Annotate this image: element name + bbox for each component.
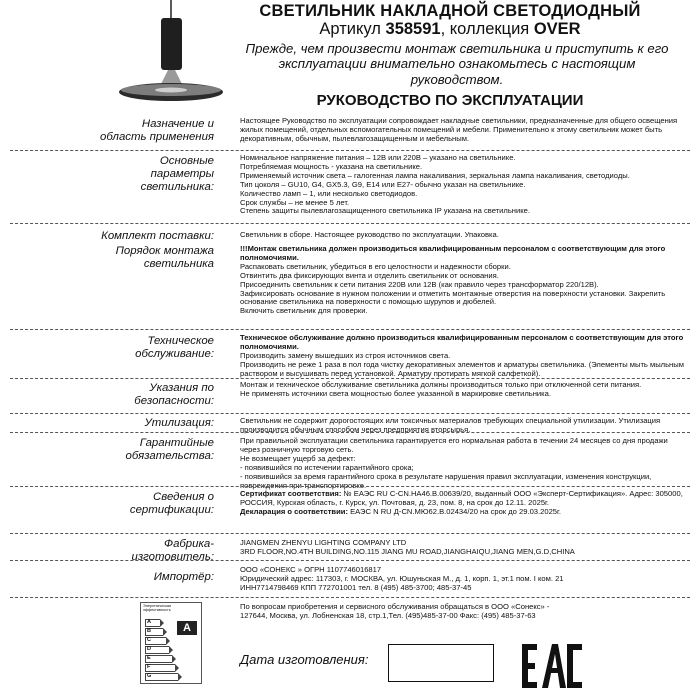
maintenance-text: Техническое обслуживание должно производиться квалифицированным персоналом с соответствующим для этого полномочиями. Производить замену вышедших из строя источников света. Производить не реже 1 раза в пол года чистку декоративных элементов и арматуры светильника. (Элементы мыть мыльным раствором и высушивать перед установкой. Арматуру протирать мягкой салфеткой). [240, 333, 684, 378]
article-number: 358591 [385, 20, 441, 38]
divider [10, 560, 690, 561]
maintenance-label: Техническое обслуживание: [135, 335, 214, 361]
params-text: Номинальное напряжение питания – 12В или 220В – указано на светильнике. Потребляемая мощность - указана на светильнике. Применяемый источник света – галогенная лампа накаливания, зеркальная лампа накаливания, светодиоды. Тип цоколя – GU10, G4, GX5.3, G9, E14 или E27- обычно указан на светильнике. Количество ламп – 1, или несколько светодиодов. Срок службы – не менее 5 лет. Степень защиты пылевлагозащищенного светильника IP указана на светильнике. [240, 153, 630, 216]
warranty-label: Гарантийные обязательства: [125, 437, 214, 463]
energy-efficiency-label: Энергетическая эффективность A B C D E F G A [140, 602, 202, 684]
product-title: СВЕТИЛЬНИК НАКЛАДНОЙ СВЕТОДИОДНЫЙ [259, 2, 641, 20]
energy-class-bar: C [145, 637, 166, 645]
purpose-label: Назначение и область применения [100, 118, 214, 144]
safety-label: Указания по безопасности: [134, 382, 214, 408]
importer-label: Импортёр: [153, 571, 214, 583]
energy-class-bar: B [145, 628, 163, 636]
manufacturer-label: Фабрика-изготовитель: [131, 538, 214, 564]
divider [10, 150, 690, 151]
kit-text: Светильник в сборе. Настоящее руководство по эксплуатации. Упаковка. [240, 230, 499, 239]
manufacture-date-box [388, 644, 494, 682]
divider [10, 597, 690, 598]
lamp-illustration [118, 0, 228, 110]
energy-rating: A [177, 621, 197, 635]
product-article: Артикул 358591, коллекция OVER [319, 20, 581, 38]
divider [10, 486, 690, 487]
kit-label: Комплект поставки: [101, 230, 214, 242]
manual-title: РУКОВОДСТВО ПО ЭКСПЛУАТАЦИИ [316, 92, 584, 109]
divider [10, 378, 690, 379]
energy-class-bar: D [145, 646, 169, 654]
purpose-text: Настоящее Руководство по эксплуатации сопровождает накладные светильники, предназначенные для общего освещения жилых помещений, отдельных вспомогательных помещений и мебели. Применительно к этому светильник может быть декоративным, обычным, пылевлагозащищенным и мебельным. [240, 116, 678, 143]
params-label: Основные параметры светильника: [140, 155, 214, 194]
energy-class-bar: A [145, 619, 160, 627]
intro-warning: Прежде, чем произвести монтаж светильника и приступить к его эксплуатации внимательно ознакомьтесь с настоящим руководством. [245, 41, 669, 87]
divider [10, 533, 690, 534]
divider [10, 223, 690, 224]
energy-class-bar: G [145, 673, 178, 681]
manufacturer-text: JIANGMEN ZHENYU LIGHTING COMPANY LTD 3RD FLOOR,NO.4TH BUILDING,NO.115 JIANG MU ROAD,JIANGHAIQU,JIANG MEN,G.D,CHINA [240, 538, 575, 556]
manufacture-date-label: Дата изготовления: [240, 652, 369, 667]
energy-class-bar: E [145, 655, 172, 663]
certification-text: Сертификат соответствия: № ЕАЭС RU С-CN.НА46.В.00639/20, выданный ООО «Эксперт-Сертификация». Адрес: 305000, РОССИЯ, Курская область, г. Курск, ул. Почтовая, д. 23, пом. 8, на срок до 12.11. 2025г. Декларация о соответствии: ЕАЭС N RU Д-CN.МЮ62.В.02434/20 на срок до 29.03.2025г. [240, 489, 683, 516]
eac-mark-icon [520, 640, 584, 692]
importer-text: ООО «СОНЕКС » ОГРН 1107746016817 Юридический адрес: 117303, г. МОСКВА, ул. Юшуньская М., д. 1, корп. 1, эт.1 пом. I ком. 21 ИНН7714798469 КПП 772701001 тел. 8 (495) 485-3700; 485-37-45 [240, 565, 564, 592]
disposal-label: Утилизация: [144, 417, 214, 429]
energy-class-bar: F [145, 664, 175, 672]
safety-text: Монтаж и техническое обслуживание светильника должны производиться только при отключенной сети питания. Не применять источники света мощностью более указанной в маркировке светильника. [240, 380, 642, 398]
divider [10, 432, 690, 433]
collection-name: OVER [533, 20, 581, 38]
warranty-text: При правильной эксплуатации светильника гарантируется его нормальная работа в течении 24 месяцев со дня продажи через розничную торговую сеть. Не возмещает ущерб за дефект: - появившийся по истечении гарантийного срока; - появившийся за время гарантийного срока в результате нарушения правил эксплуатации, изменения конструкции, повреждения при транспортировке. [240, 436, 668, 490]
divider [10, 413, 690, 414]
mounting-text: !!!Монтаж светильника должен производиться квалифицированным персоналом с соответствующим для этого полномочиями. Распаковать светильник, убедиться в его целостности и надежности сборки. Отвинтить два фиксирующих винта и отделить светильник от основания. Присоединить светильник к сети питания 220В или 12В (как правило через трансформатор 220/12В). Зафиксировать основание в нужном положении и отметить монтажные отверстия на поверхности установки. Закрепить основание светильника на поверхности с помощью шурупов и дюбелей. Включить светильник для проверки. [240, 244, 666, 316]
disposal-text: Светильник не содержит дорогостоящих или токсичных материалов требующих специальной утилизации. Утилизация производится обычным способом через предприятия вторсырья. [240, 416, 661, 434]
mounting-label: Порядок монтажа светильника [115, 245, 214, 271]
certification-label: Сведения о сертификации: [129, 491, 214, 517]
divider [10, 329, 690, 330]
contacts-text: По вопросам приобретения и сервисного обслуживания обращаться в ООО «Сонекс» - 127644, Москва, ул. Лобненская 18, стр.1,Тел. (495)485-37-00 Факс: (495) 485-37-63 [240, 602, 550, 620]
